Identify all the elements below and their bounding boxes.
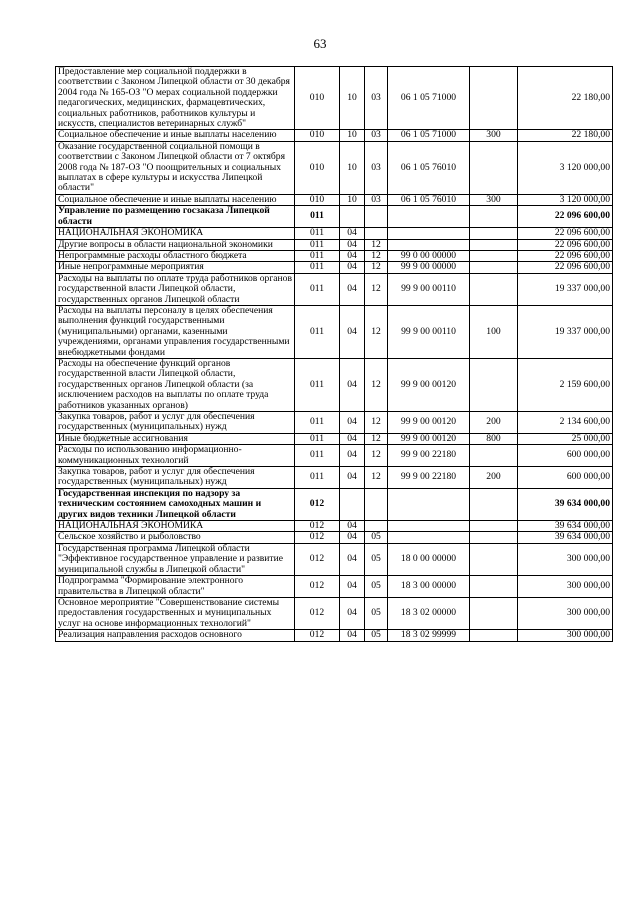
table-row — [56, 630, 613, 641]
table-row — [56, 239, 613, 250]
row-expense-type — [470, 597, 518, 629]
row-subsection: 03 — [365, 67, 388, 130]
table-row — [56, 130, 613, 141]
row-subsection: 05 — [365, 597, 388, 629]
row-expense-type — [470, 532, 518, 543]
page-number: 63 — [313, 36, 327, 51]
table-row — [56, 488, 613, 520]
row-name: Другие вопросы в области национальной экономики — [56, 239, 295, 250]
row-org-code: 011 — [295, 433, 340, 444]
row-subsection: 12 — [365, 433, 388, 444]
row-amount: 22 096 600,00 — [518, 250, 613, 261]
row-expense-type: 300 — [470, 194, 518, 205]
row-section: 04 — [340, 239, 365, 250]
row-org-code: 011 — [295, 305, 340, 358]
row-target-article: 18 3 02 99999 — [388, 630, 470, 641]
row-section: 04 — [340, 467, 365, 489]
row-section: 04 — [340, 358, 365, 411]
row-subsection — [365, 228, 388, 239]
row-amount: 19 337 000,00 — [518, 305, 613, 358]
row-expense-type — [470, 543, 518, 575]
row-org-code: 011 — [295, 412, 340, 434]
row-section: 04 — [340, 445, 365, 467]
row-amount: 600 000,00 — [518, 445, 613, 467]
row-name: Иные непрограммные мероприятия — [56, 262, 295, 273]
row-subsection — [365, 206, 388, 228]
row-amount: 39 634 000,00 — [518, 521, 613, 532]
row-name: Иные бюджетные ассигнования — [56, 433, 295, 444]
row-target-article: 18 0 00 00000 — [388, 543, 470, 575]
row-org-code: 010 — [295, 67, 340, 130]
row-amount: 2 134 600,00 — [518, 412, 613, 434]
row-name: Подпрограмма "Формирование электронного правительства в Липецкой области" — [56, 576, 295, 598]
row-org-code: 011 — [295, 445, 340, 467]
row-amount: 3 120 000,00 — [518, 141, 613, 194]
row-expense-type — [470, 488, 518, 520]
row-name: Оказание государственной социальной помощи в соответствии с Законом Липецкой области от 7 октября 2008 года № 187-ОЗ "О поощрительных и социальных выплатах в сфере культуры и искусства Липецкой области" — [56, 141, 295, 194]
row-target-article: 18 3 00 00000 — [388, 576, 470, 598]
row-amount: 25 000,00 — [518, 433, 613, 444]
row-section: 04 — [340, 630, 365, 641]
row-expense-type — [470, 250, 518, 261]
row-subsection: 03 — [365, 130, 388, 141]
row-section: 04 — [340, 305, 365, 358]
row-subsection: 12 — [365, 358, 388, 411]
row-org-code: 011 — [295, 273, 340, 305]
table-row — [56, 194, 613, 205]
row-org-code: 012 — [295, 521, 340, 532]
row-target-article: 06 1 05 76010 — [388, 141, 470, 194]
row-amount: 22 096 600,00 — [518, 239, 613, 250]
table-row — [56, 521, 613, 532]
row-org-code: 010 — [295, 130, 340, 141]
row-target-article: 99 9 00 22180 — [388, 467, 470, 489]
row-expense-type — [470, 262, 518, 273]
row-subsection — [365, 521, 388, 532]
row-amount: 22 180,00 — [518, 130, 613, 141]
table-row — [56, 273, 613, 305]
table-row — [56, 445, 613, 467]
row-name: Социальное обеспечение и иные выплаты населению — [56, 130, 295, 141]
row-name: Непрограммные расходы областного бюджета — [56, 250, 295, 261]
row-name: Государственная программа Липецкой области "Эффективное государственное управление и развитие муниципальной службы в Липецкой области" — [56, 543, 295, 575]
row-name: НАЦИОНАЛЬНАЯ ЭКОНОМИКА — [56, 228, 295, 239]
row-subsection: 12 — [365, 467, 388, 489]
row-section — [340, 488, 365, 520]
table-row — [56, 67, 613, 130]
row-expense-type: 200 — [470, 467, 518, 489]
row-name: Закупка товаров, работ и услуг для обеспечения государственных (муниципальных) нужд — [56, 412, 295, 434]
row-amount: 19 337 000,00 — [518, 273, 613, 305]
row-amount: 39 634 000,00 — [518, 532, 613, 543]
row-name: НАЦИОНАЛЬНАЯ ЭКОНОМИКА — [56, 521, 295, 532]
row-expense-type — [470, 206, 518, 228]
row-section — [340, 206, 365, 228]
row-target-article — [388, 521, 470, 532]
row-expense-type — [470, 228, 518, 239]
row-name: Расходы по использованию информационно-коммуникационных технологий — [56, 445, 295, 467]
row-amount: 300 000,00 — [518, 597, 613, 629]
row-target-article: 18 3 02 00000 — [388, 597, 470, 629]
row-org-code: 012 — [295, 576, 340, 598]
row-subsection: 12 — [365, 445, 388, 467]
row-subsection: 12 — [365, 305, 388, 358]
row-expense-type — [470, 239, 518, 250]
table-row — [56, 262, 613, 273]
row-target-article — [388, 239, 470, 250]
row-expense-type — [470, 630, 518, 641]
table-row — [56, 433, 613, 444]
row-name: Государственная инспекция по надзору за техническим состоянием самоходных машин и других видов техники Липецкой области — [56, 488, 295, 520]
row-org-code: 011 — [295, 228, 340, 239]
table-row — [56, 543, 613, 575]
row-expense-type — [470, 358, 518, 411]
row-org-code: 011 — [295, 358, 340, 411]
table-row — [56, 305, 613, 358]
row-expense-type — [470, 141, 518, 194]
row-org-code: 011 — [295, 239, 340, 250]
table-row — [56, 141, 613, 194]
row-name: Основное мероприятие "Совершенствование системы предоставления государственных и муниципальных услуг на основе информационных технологий" — [56, 597, 295, 629]
row-section: 10 — [340, 194, 365, 205]
row-expense-type — [470, 445, 518, 467]
row-name: Расходы на выплаты персоналу в целях обеспечения выполнения функций государственными (муниципальными) органами, казенными учреждениями, органами управления государственными внебюджетными фондами — [56, 305, 295, 358]
row-target-article: 06 1 05 76010 — [388, 194, 470, 205]
table-row — [56, 532, 613, 543]
row-amount: 22 096 600,00 — [518, 228, 613, 239]
row-expense-type: 200 — [470, 412, 518, 434]
budget-table — [55, 66, 613, 642]
row-org-code: 012 — [295, 597, 340, 629]
row-section: 04 — [340, 262, 365, 273]
row-subsection: 05 — [365, 532, 388, 543]
row-target-article: 99 9 00 00120 — [388, 358, 470, 411]
row-section: 04 — [340, 433, 365, 444]
row-org-code: 011 — [295, 262, 340, 273]
row-amount: 300 000,00 — [518, 576, 613, 598]
table-row — [56, 576, 613, 598]
row-expense-type: 300 — [470, 130, 518, 141]
table-row — [56, 597, 613, 629]
row-expense-type: 100 — [470, 305, 518, 358]
row-amount: 22 096 600,00 — [518, 262, 613, 273]
table-row — [56, 228, 613, 239]
row-target-article: 06 1 05 71000 — [388, 67, 470, 130]
row-expense-type — [470, 576, 518, 598]
row-subsection: 12 — [365, 412, 388, 434]
row-section: 04 — [340, 576, 365, 598]
table-row — [56, 467, 613, 489]
row-section: 04 — [340, 597, 365, 629]
row-org-code: 011 — [295, 206, 340, 228]
table-row — [56, 250, 613, 261]
row-subsection: 05 — [365, 543, 388, 575]
row-org-code: 011 — [295, 467, 340, 489]
row-name: Расходы на выплаты по оплате труда работников органов государственной власти Липецкой области, государственных органов Липецкой области — [56, 273, 295, 305]
row-subsection: 05 — [365, 630, 388, 641]
row-org-code: 012 — [295, 532, 340, 543]
row-section: 10 — [340, 130, 365, 141]
row-name: Управление по размещению госзаказа Липецкой области — [56, 206, 295, 228]
row-target-article: 99 9 00 00110 — [388, 273, 470, 305]
row-subsection: 12 — [365, 262, 388, 273]
row-target-article: 99 0 00 00000 — [388, 250, 470, 261]
row-target-article — [388, 228, 470, 239]
row-section: 10 — [340, 67, 365, 130]
row-target-article: 06 1 05 71000 — [388, 130, 470, 141]
row-name: Закупка товаров, работ и услуг для обеспечения государственных (муниципальных) нужд — [56, 467, 295, 489]
row-subsection: 03 — [365, 194, 388, 205]
row-amount: 300 000,00 — [518, 630, 613, 641]
row-section: 04 — [340, 543, 365, 575]
row-section: 04 — [340, 250, 365, 261]
row-org-code: 010 — [295, 194, 340, 205]
row-subsection — [365, 488, 388, 520]
row-section: 04 — [340, 521, 365, 532]
row-amount: 3 120 000,00 — [518, 194, 613, 205]
row-target-article — [388, 532, 470, 543]
row-name: Сельское хозяйство и рыболовство — [56, 532, 295, 543]
row-target-article: 99 9 00 00110 — [388, 305, 470, 358]
row-section: 04 — [340, 532, 365, 543]
row-amount: 300 000,00 — [518, 543, 613, 575]
row-target-article — [388, 206, 470, 228]
row-amount: 39 634 000,00 — [518, 488, 613, 520]
row-subsection: 12 — [365, 250, 388, 261]
row-target-article — [388, 488, 470, 520]
row-target-article: 99 9 00 22180 — [388, 445, 470, 467]
table-body — [56, 67, 613, 642]
row-name: Предоставление мер социальной поддержки в соответствии с Законом Липецкой области от 30 декабря 2004 года № 165-ОЗ "О мерах социальной поддержки педагогических, медицинских, фармацевтических, социальных работников, работников культуры и искусств, специалистов ветеринарных служб" — [56, 67, 295, 130]
row-name: Расходы на обеспечение функций органов государственной власти Липецкой области, государственных органов Липецкой области (за исключением расходов на выплаты по оплате труда работников указанных органов) — [56, 358, 295, 411]
row-org-code: 012 — [295, 488, 340, 520]
row-section: 04 — [340, 412, 365, 434]
row-subsection: 05 — [365, 576, 388, 598]
table-row — [56, 206, 613, 228]
row-name: Реализация направления расходов основного — [56, 630, 295, 641]
row-subsection: 12 — [365, 239, 388, 250]
row-target-article: 99 9 00 00120 — [388, 433, 470, 444]
row-section: 10 — [340, 141, 365, 194]
row-name: Социальное обеспечение и иные выплаты населению — [56, 194, 295, 205]
row-target-article: 99 9 00 00120 — [388, 412, 470, 434]
row-expense-type — [470, 273, 518, 305]
table-row — [56, 358, 613, 411]
row-subsection: 03 — [365, 141, 388, 194]
row-amount: 22 096 600,00 — [518, 206, 613, 228]
row-subsection: 12 — [365, 273, 388, 305]
row-expense-type: 800 — [470, 433, 518, 444]
row-target-article: 99 9 00 00000 — [388, 262, 470, 273]
row-org-code: 010 — [295, 141, 340, 194]
row-expense-type — [470, 67, 518, 130]
row-org-code: 012 — [295, 543, 340, 575]
row-expense-type — [470, 521, 518, 532]
row-amount: 2 159 600,00 — [518, 358, 613, 411]
row-amount: 22 180,00 — [518, 67, 613, 130]
row-amount: 600 000,00 — [518, 467, 613, 489]
table-row — [56, 412, 613, 434]
row-org-code: 011 — [295, 250, 340, 261]
row-section: 04 — [340, 228, 365, 239]
row-section: 04 — [340, 273, 365, 305]
row-org-code: 012 — [295, 630, 340, 641]
